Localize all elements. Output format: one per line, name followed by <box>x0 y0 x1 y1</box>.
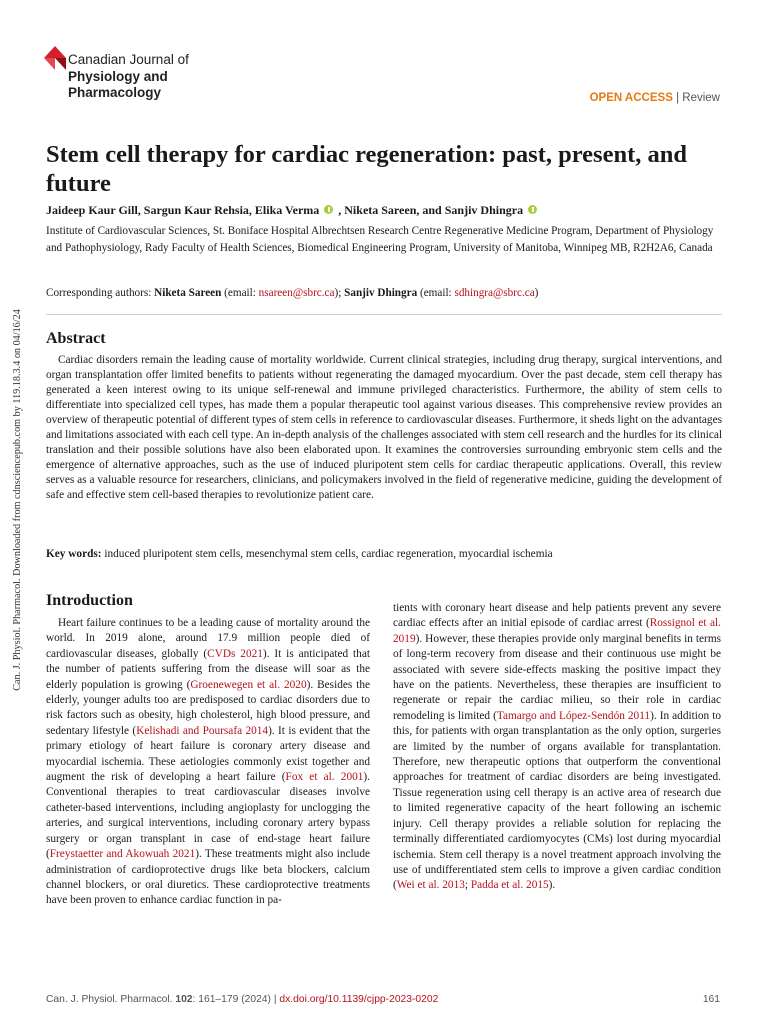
footer-pages: : 161–179 (2024) | <box>192 994 280 1005</box>
corr-pre-1: (email: <box>221 287 259 299</box>
journal-name-line2-text: Physiology and <box>68 69 168 84</box>
citation-link[interactable]: Rossignol et al. 2019 <box>393 617 721 645</box>
article-type-badge <box>590 92 720 104</box>
orcid-icon[interactable] <box>324 205 333 214</box>
affiliation: Institute of Cardiovascular Sciences, St. Boniface Hospital Albrechtsen Research Centre Regenerative Medicine Program, Department of Physiology and Pathophysiology, Rady Faculty of Health Sciences, Biomedical Engineering Program, University of Manitoba, Winnipeg MB, R2H2A6, Canada <box>46 225 714 254</box>
page-number: 161 <box>702 994 720 1005</box>
intro-text: tients with coronary heart disease and help patients prevent any severe cardiac effects after an initial episode of cardiac arrest ( <box>393 602 721 630</box>
journal-logo-icon <box>44 46 66 70</box>
footer-citation <box>46 994 438 1005</box>
intro-text: ). Besides the elderly, younger adults too are predisposed to cardiac disorders due to risk factors such as obesity, high cholesterol, high blood pressure, and sedentary lifestyle ( <box>46 678 370 737</box>
corr-email-link-1[interactable]: nsareen@sbrc.ca <box>258 287 335 299</box>
section-divider <box>46 314 722 315</box>
download-notice <box>2 309 23 691</box>
journal-name-line3-text: Pharmacology <box>68 85 162 100</box>
citation-link[interactable]: Freystaetter and Akowuah 2021 <box>49 848 196 861</box>
journal-logo <box>44 46 244 104</box>
abstract-text: Cardiac disorders remain the leading cause of mortality worldwide. Current clinical strategies, including drug therapy, surgical interventions, and organ transplantation offer limited benefits to patients without regenerating the damaged myocardium. Over the past decade, stem cell therapy has generated a keen interest owing to its unique self-renewal and immune privileged characteristics. Furthermore, the ability of stem cells to differentiate into specialized cell types, has made them a popular therapeutic tool against various diseases. This comprehensive review provides an overview of therapeutic potential of different types of stem cells in reference to cardiovascular diseases. Furthermore, it sheds light on the advantages and limitations associated with each cell type. An in-depth analysis of the challenges associated with stem cell research and the hurdles for its clinical translation and their possible solutions have also been elaborated upon. It examines the controversies surrounding embryonic stem cells and the emergence of alternative approaches, such as the use of induced pluripotent stem cells for cardiac therapeutic applications. Overall, this review serves as a valuable resource for researchers, clinicians, and policymakers involved in the field of regenerative medicine, guiding the development of safe and effective stem cell-based therapies to revolutionize patient care. <box>46 354 722 502</box>
orcid-icon[interactable] <box>528 205 537 214</box>
intro-text: ). <box>548 879 556 892</box>
keywords-label: Key words: <box>46 548 102 560</box>
citation-link[interactable]: Kelishadi and Poursafa 2014 <box>136 724 269 737</box>
keywords <box>46 548 553 560</box>
intro-text: ). It is evident that the primary etiology of heart failure is coronary artery disease and myocardial ischemia. These aetiologies commonly exist together and augment the risk of developing a heart failure ( <box>46 724 370 784</box>
citation-link[interactable]: Fox et al. 2001 <box>285 771 364 784</box>
intro-text: ). Conventional therapies to treat cardiovascular diseases involve catheter-based interventions, including angioplasty for unclogging the arteries, and surgical interventions, including coronary artery bypass surgery or organ transplant in case of end-stage heart failure ( <box>46 771 370 861</box>
corr-email-link-2[interactable]: sdhingra@sbrc.ca <box>454 287 535 299</box>
keywords-text: induced pluripotent stem cells, mesenchymal stem cells, cardiac regeneration, myocardial ischemia <box>101 548 553 560</box>
article-type-label: Review <box>682 92 720 104</box>
intro-text: Heart failure continues to be a leading cause of mortality around the world. In 2019 alone, around 17.9 million people died of cardiovascular diseases, globally ( <box>46 617 370 660</box>
authors-part1: Jaideep Kaur Gill, Sargun Kaur Rehsia, Elika Verma <box>46 203 320 217</box>
intro-text: ). In addition to this, for patients with organ transplantation as the only option, surgeries are limited by the number of organs available for transplantation. Therefore, new therapeutic options that outperform the conventional approaches for treatment of cardiac disorders are being investigated. Tissue regeneration using cell therapy is an active area of research due to limited regenerative capacity of the heart following an ischemic injury. Cell therapy provides a reliable solution for replacing the terminally differentiated cardiomyocytes (CMs) lost during myocardial ischemia. Stem cell therapy is a novel treatment approach involving the use of undifferentiated stem cells to improve a given cardiac condition ( <box>393 709 721 892</box>
intro-text: ; <box>464 879 471 892</box>
intro-text: ). These treatments might also include administration of cardioprotective drugs like beta blockers, calcium channel blockers, or oral diuretics. These cardioprotective treatments have been proven to enhance cardiac function in pa- <box>46 848 370 907</box>
authors-part2: , Niketa Sareen, and Sanjiv Dhingra <box>338 203 524 217</box>
citation-link[interactable]: Groenewegen et al. 2020 <box>190 678 307 691</box>
download-notice-text: Can. J. Physiol. Pharmacol. Downloaded from cdnsciencepub.com by 119.18.3.4 on 04/16/24 <box>12 309 23 691</box>
author-list <box>46 203 539 218</box>
citation-link[interactable]: Tamargo and López-Sendón 2011 <box>496 709 651 722</box>
intro-text: ). It is anticipated that the number of patients suffering from the disease will soar as the elderly population is growing ( <box>46 647 370 691</box>
doi-link[interactable]: dx.doi.org/10.1139/cjpp-2023-0202 <box>279 994 439 1005</box>
badge-separator: | <box>676 92 680 104</box>
corr-name-1: Niketa Sareen <box>154 287 222 299</box>
journal-name-line1: Canadian Journal of <box>68 52 189 67</box>
corresponding-authors <box>46 287 538 299</box>
citation-link[interactable]: Wei et al. 2013 <box>396 879 465 892</box>
article-title: Stem cell therapy for cardiac regeneration: past, present, and future <box>46 141 687 197</box>
journal-name-line2 <box>68 69 168 101</box>
intro-column-1 <box>46 616 370 909</box>
corr-label: Corresponding authors: <box>46 287 155 299</box>
abstract-heading: Abstract <box>46 330 106 347</box>
introduction-heading: Introduction <box>46 592 133 609</box>
corr-pre-2: (email: <box>417 287 455 299</box>
footer-journal: Can. J. Physiol. Pharmacol. <box>46 994 176 1005</box>
corr-mid: ); <box>334 287 345 299</box>
open-access-label: OPEN ACCESS <box>589 92 673 104</box>
intro-column-2 <box>393 601 721 894</box>
intro-text: ). However, these therapies provide only marginal benefits in terms of long-term recovery from disease and their continuous use might be associated with severe side-effects masking the positive impact they have on the patients. Nevertheless, these therapies are insufficient to regenerate or repair the cardiac milieu, so their role in cardiac remodeling is limited ( <box>393 632 721 722</box>
corr-name-2: Sanjiv Dhingra <box>344 287 418 299</box>
citation-link[interactable]: Padda et al. 2015 <box>470 879 549 892</box>
citation-link[interactable]: CVDs 2021 <box>207 647 263 660</box>
corr-end: ) <box>534 287 539 299</box>
footer-volume: 102 <box>175 994 193 1005</box>
